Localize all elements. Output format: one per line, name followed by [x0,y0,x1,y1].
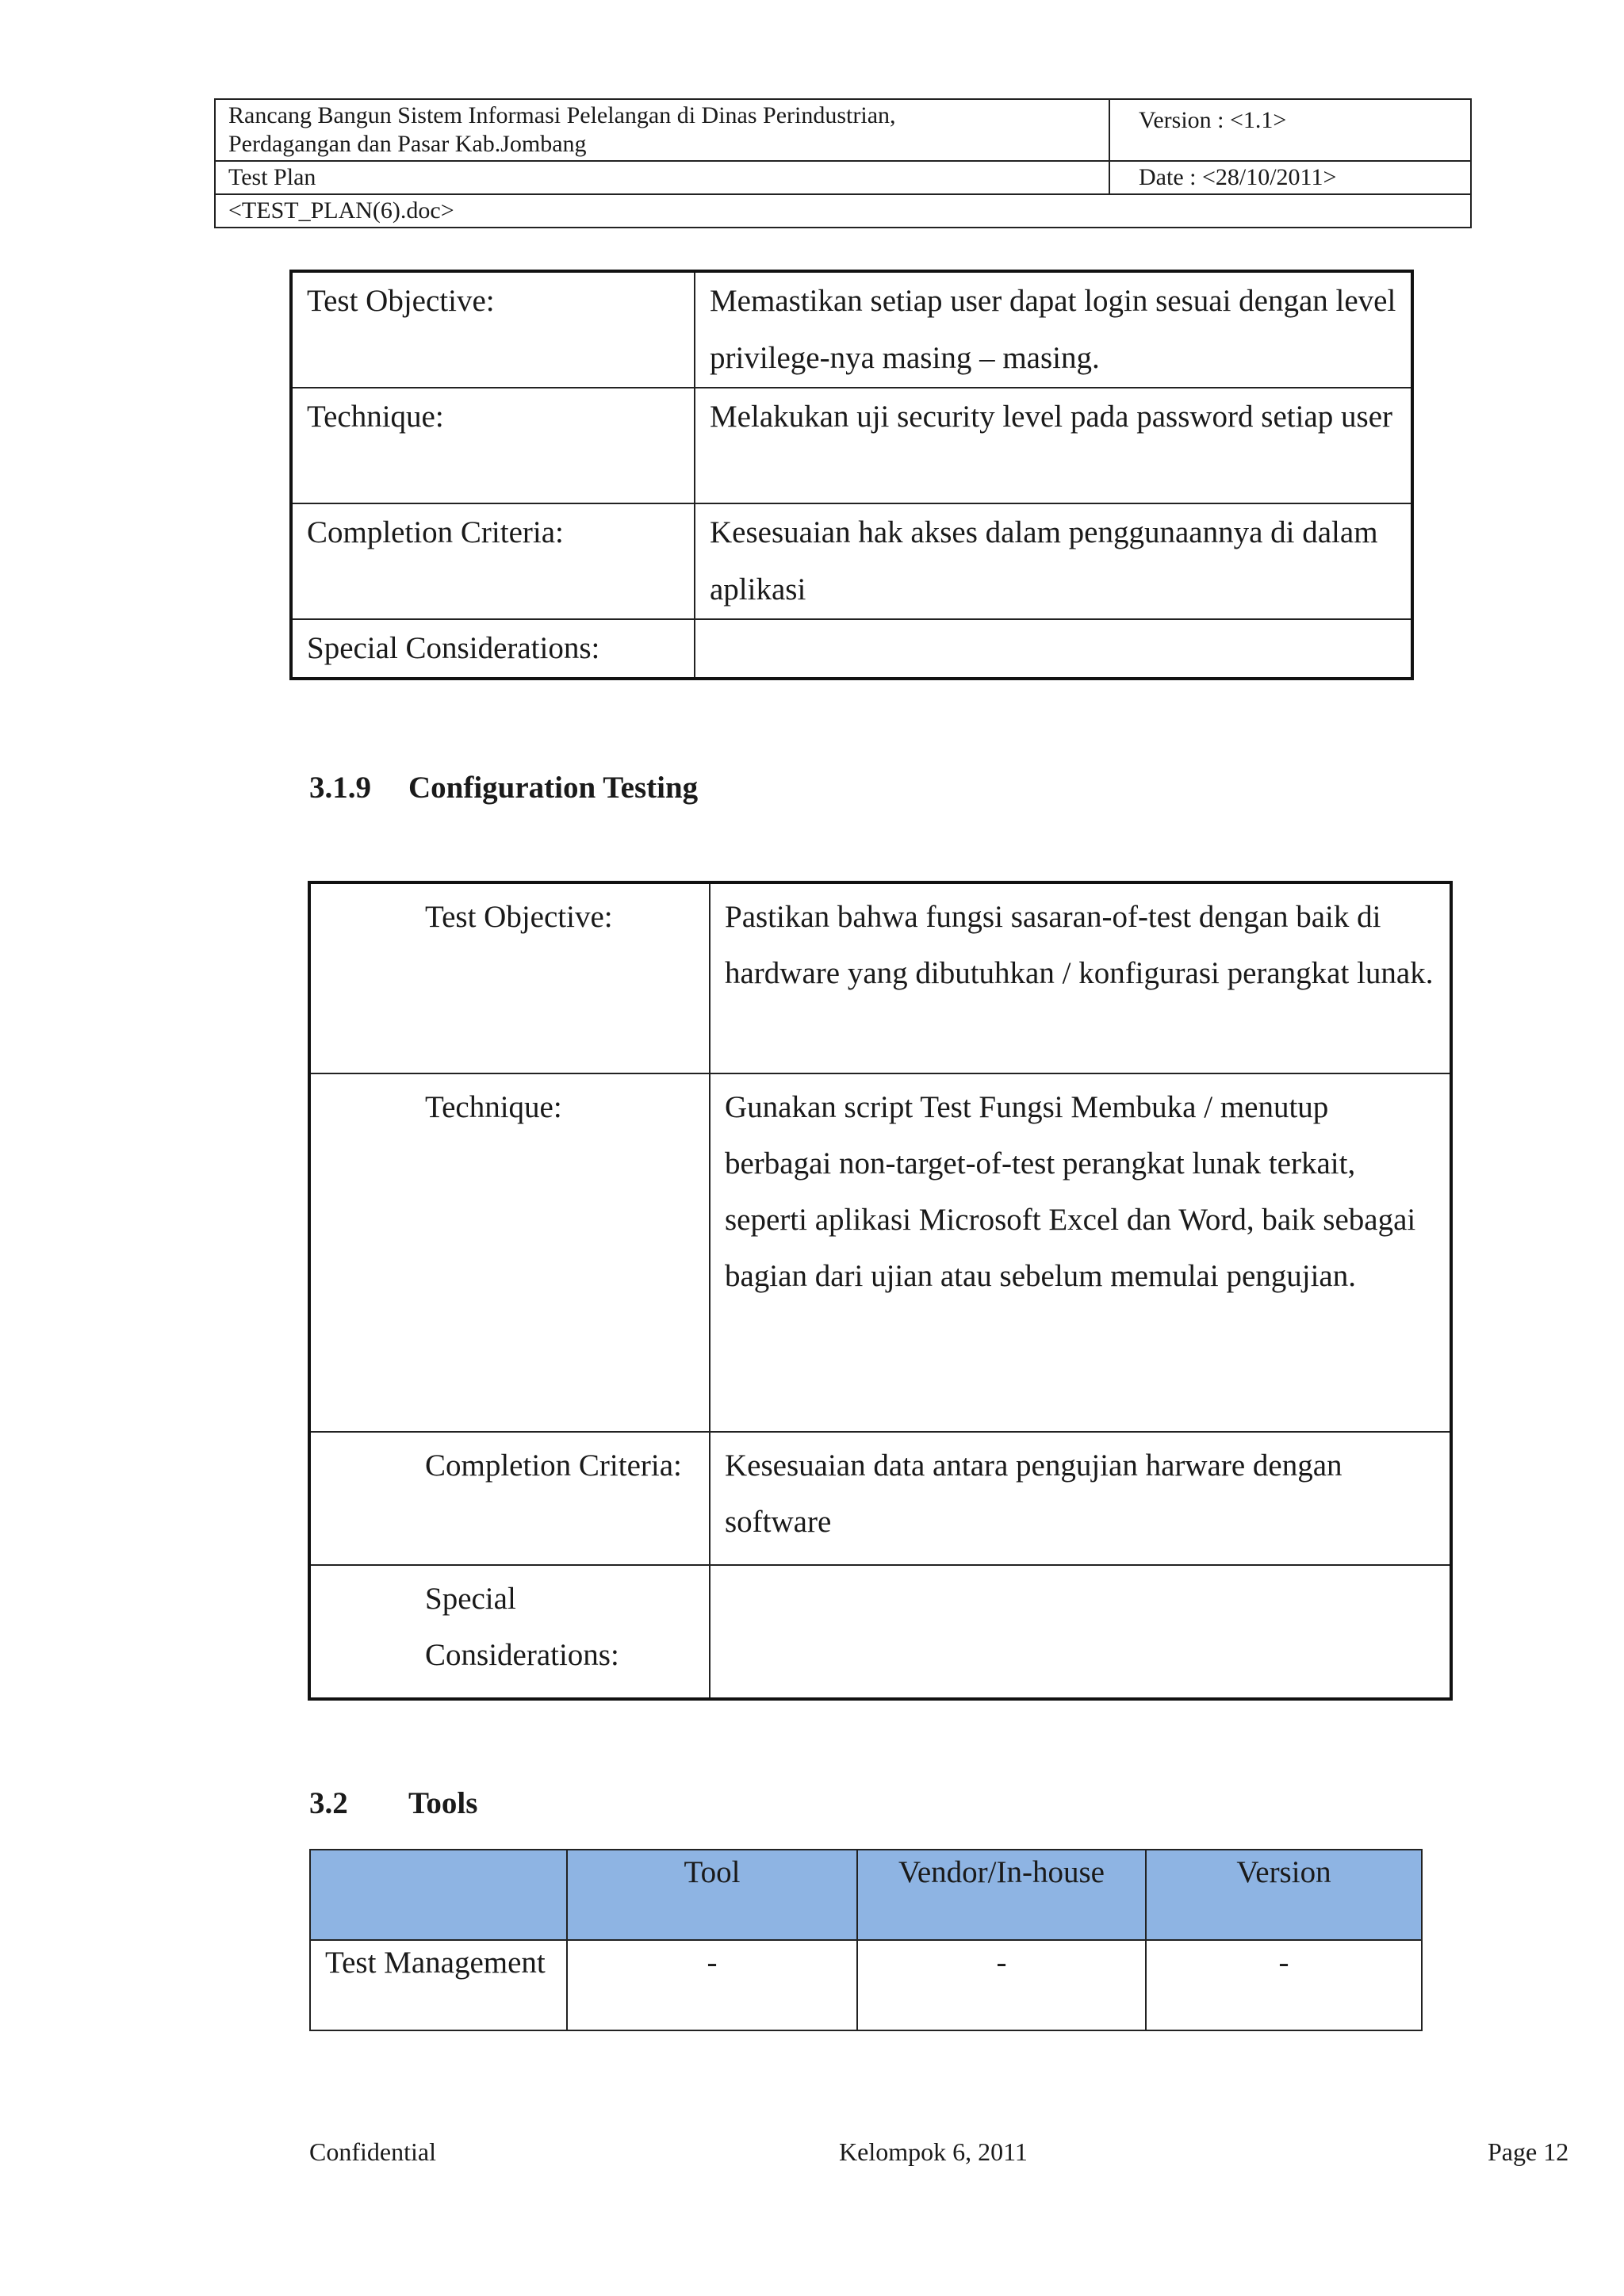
table-row [291,619,1412,679]
project-title [215,99,1109,161]
table-row [291,503,1412,619]
column-header: Tool [567,1850,857,1940]
project-title-line2: Perdagangan dan Pasar Kab.Jombang [228,131,587,157]
row-value: Kesesuaian data antara pengujian harware dengan software [710,1432,1451,1565]
section-title: Tools [408,1786,478,1820]
file-name: <TEST_PLAN(6).doc> [215,194,1471,228]
footer-author: Kelompok 6, 2011 [839,2137,1028,2166]
page-number: Page 12 [1488,2137,1569,2166]
table-header-row [310,1850,1422,1940]
tools-table [309,1849,1423,2031]
document-header [214,98,1472,228]
row-label: Completion Criteria: [291,503,695,619]
table-cell: - [567,1940,857,2030]
row-value: Kesesuaian hak akses dalam penggunaannya di dalam aplikasi [695,503,1412,619]
row-label: Test Objective: [309,882,710,1073]
row-label: Test Objective: [291,271,695,388]
row-label: Technique: [291,388,695,503]
project-title-line1: Rancang Bangun Sistem Informasi Pelelangan di Dinas Perindustrian, [228,102,896,128]
table-cell: - [1146,1940,1422,2030]
table-row [291,388,1412,503]
table-row [309,1432,1451,1565]
row-label: Completion Criteria: [309,1432,710,1565]
column-header: Version [1146,1850,1422,1940]
column-header [310,1850,567,1940]
row-value: Memastikan setiap user dapat login sesuai dengan level privilege-nya masing – masing. [695,271,1412,388]
row-value: Gunakan script Test Fungsi Membuka / menutup berbagai non-target-of-test perangkat lunak terkait, seperti aplikasi Microsoft Excel dan Word, baik sebagai bagian dari ujian atau sebelum memulai pengujian. [710,1073,1451,1432]
section-title: Configuration Testing [408,771,699,805]
row-value: Pastikan bahwa fungsi sasaran-of-test dengan baik di hardware yang dibutuhkan / konfigurasi perangkat lunak. [710,882,1451,1073]
security-testing-table [289,270,1414,680]
table-row [309,882,1451,1073]
table-cell: - [857,1940,1146,2030]
table-row [309,1565,1451,1699]
table-row [309,1073,1451,1432]
row-value [710,1565,1451,1699]
row-label: Special Considerations: [291,619,695,679]
section-heading-tools [309,1785,477,1823]
section-heading-configuration-testing [309,769,698,807]
table-cell: Test Management [310,1940,567,2030]
section-number: 3.1.9 [309,771,371,805]
table-row [310,1940,1422,2030]
row-label: Technique: [309,1073,710,1432]
footer-confidential: Confidential [309,2137,436,2166]
row-value: Melakukan uji security level pada password setiap user [695,388,1412,503]
date-label: Date : <28/10/2011> [1109,161,1471,194]
doc-type: Test Plan [215,161,1109,194]
table-row [291,271,1412,388]
row-label: Special Considerations: [309,1565,710,1699]
version-label: Version : <1.1> [1109,99,1471,161]
column-header: Vendor/In-house [857,1850,1146,1940]
section-number: 3.2 [309,1786,348,1820]
row-value [695,619,1412,679]
configuration-testing-table [308,881,1453,1701]
